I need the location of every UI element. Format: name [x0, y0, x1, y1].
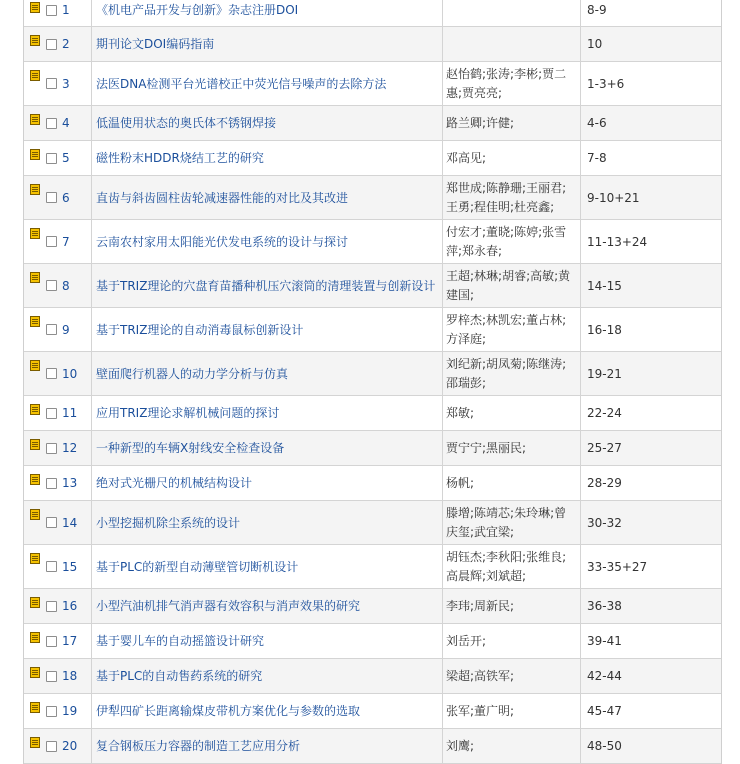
- article-title-link[interactable]: 小型汽油机排气消声器有效容积与消声效果的研究: [96, 599, 361, 613]
- pages-cell: 9-10+21: [587, 190, 640, 205]
- row-checkbox[interactable]: [46, 39, 57, 50]
- authors-cell: 罗梓杰;林凯宏;董占林;方泽庭;: [443, 308, 581, 351]
- table-row: [24, 62, 721, 106]
- table-row: [24, 176, 721, 220]
- row-number: 13: [62, 476, 78, 490]
- row-checkbox[interactable]: [46, 236, 57, 247]
- table-row: [24, 141, 721, 176]
- article-title-link[interactable]: 法医DNA检测平台光谱校正中荧光信号噪声的去除方法: [96, 76, 387, 91]
- row-checkbox[interactable]: [46, 78, 57, 89]
- article-title-link[interactable]: 《机电产品开发与创新》杂志注册DOI: [96, 3, 299, 17]
- pages-cell: 11-13+24: [587, 234, 648, 249]
- select-cell: [24, 545, 92, 588]
- pages-cell: 36-38: [587, 599, 622, 613]
- title-cell: [92, 729, 443, 763]
- table-row: [24, 659, 721, 694]
- pages-cell: 30-32: [587, 515, 622, 530]
- pages-cell: 7-8: [587, 151, 607, 165]
- row-number: 17: [62, 634, 78, 648]
- title-cell: [92, 396, 443, 430]
- document-icon[interactable]: [30, 553, 40, 564]
- article-table: [23, 0, 722, 764]
- select-cell: [24, 0, 92, 26]
- row-number: 4: [62, 116, 70, 130]
- row-checkbox[interactable]: [46, 192, 57, 203]
- table-row: [24, 466, 721, 501]
- table-row: [24, 431, 721, 466]
- row-checkbox[interactable]: [46, 671, 57, 682]
- article-title-link[interactable]: 低温使用状态的奥氏体不锈钢焊接: [96, 116, 277, 130]
- article-title-link[interactable]: 基于PLC的自动售药系统的研究: [96, 669, 263, 683]
- select-cell: [24, 694, 92, 728]
- row-checkbox[interactable]: [46, 280, 57, 291]
- authors-cell: [443, 27, 581, 61]
- row-checkbox[interactable]: [46, 741, 57, 752]
- table-row: [24, 308, 721, 352]
- document-icon[interactable]: [30, 272, 40, 283]
- table-row: [24, 220, 721, 264]
- row-checkbox[interactable]: [46, 368, 57, 379]
- table-row: [24, 589, 721, 624]
- article-title-link[interactable]: 直齿与斜齿圆柱齿轮减速器性能的对比及其改进: [96, 190, 349, 205]
- authors-cell: 刘鹰;: [443, 729, 581, 763]
- pages-cell: 28-29: [587, 476, 622, 490]
- row-number: 10: [62, 366, 78, 381]
- title-cell: [92, 264, 443, 307]
- document-icon[interactable]: [30, 404, 40, 415]
- article-title-link[interactable]: 伊犁四矿长距离输煤皮带机方案优化与参数的选取: [96, 704, 361, 718]
- select-cell: [24, 589, 92, 623]
- pages-cell: 33-35+27: [587, 559, 648, 574]
- row-number: 15: [62, 559, 78, 574]
- select-cell: [24, 308, 92, 351]
- authors-cell: 滕增;陈靖芯;朱玲琳;曾庆玺;武宜梁;: [443, 501, 581, 544]
- article-title-link[interactable]: 绝对式光栅尺的机械结构设计: [96, 476, 253, 490]
- article-title-link[interactable]: 磁性粉末HDDR烧结工艺的研究: [96, 151, 264, 165]
- document-icon[interactable]: [30, 737, 40, 748]
- row-checkbox[interactable]: [46, 601, 57, 612]
- table-row: [24, 694, 721, 729]
- authors-cell: 李玮;周新民;: [443, 589, 581, 623]
- authors-cell: [443, 0, 581, 26]
- table-row: [24, 624, 721, 659]
- table-row: [24, 27, 721, 62]
- document-icon[interactable]: [30, 360, 40, 371]
- row-checkbox[interactable]: [46, 561, 57, 572]
- select-cell: [24, 106, 92, 140]
- pages-cell: 19-21: [587, 366, 622, 381]
- title-cell: [92, 141, 443, 175]
- pages-cell: 48-50: [587, 739, 622, 753]
- document-icon[interactable]: [30, 35, 40, 46]
- document-icon[interactable]: [30, 2, 40, 13]
- authors-cell: 杨帆;: [443, 466, 581, 500]
- title-cell: [92, 466, 443, 500]
- table-row: [24, 501, 721, 545]
- title-cell: [92, 176, 443, 219]
- authors-cell: 刘纪新;胡凤菊;陈继涛;邵瑞彭;: [443, 352, 581, 395]
- authors-cell: 郑世成;陈静珊;王丽君;王勇;程佳明;杜亮鑫;: [443, 176, 581, 219]
- authors-cell: 郑敏;: [443, 396, 581, 430]
- article-title-link[interactable]: 基于TRIZ理论的自动消毒鼠标创新设计: [96, 322, 304, 337]
- row-checkbox[interactable]: [46, 706, 57, 717]
- document-icon[interactable]: [30, 509, 40, 520]
- authors-cell: 贾宁宁;黑丽民;: [443, 431, 581, 465]
- select-cell: [24, 62, 92, 105]
- title-cell: [92, 501, 443, 544]
- row-number: 2: [62, 37, 70, 51]
- document-icon[interactable]: [30, 70, 40, 81]
- select-cell: [24, 220, 92, 263]
- authors-cell: 梁超;高铁军;: [443, 659, 581, 693]
- authors-cell: 付宏才;董晓;陈婷;张雪萍;郑永春;: [443, 220, 581, 263]
- select-cell: [24, 352, 92, 395]
- row-number: 16: [62, 599, 78, 613]
- pages-cell: 39-41: [587, 634, 622, 648]
- pages-cell: 8-9: [587, 3, 607, 17]
- row-number: 14: [62, 515, 78, 530]
- select-cell: [24, 729, 92, 763]
- select-cell: [24, 624, 92, 658]
- article-title-link[interactable]: 基于TRIZ理论的穴盘育苗播种机压穴滚筒的清理装置与创新设计: [96, 278, 436, 293]
- select-cell: [24, 466, 92, 500]
- title-cell: [92, 27, 443, 61]
- article-title-link[interactable]: 复合钢板压力容器的制造工艺应用分析: [96, 739, 301, 753]
- pages-cell: 22-24: [587, 406, 622, 420]
- title-cell: [92, 308, 443, 351]
- row-number: 7: [62, 234, 70, 249]
- pages-cell: 16-18: [587, 322, 622, 337]
- document-icon[interactable]: [30, 184, 40, 195]
- document-icon[interactable]: [30, 632, 40, 643]
- select-cell: [24, 396, 92, 430]
- authors-cell: 王超;林琳;胡睿;高敏;黄建国;: [443, 264, 581, 307]
- select-cell: [24, 659, 92, 693]
- table-row: [24, 106, 721, 141]
- row-number: 19: [62, 704, 78, 718]
- title-cell: [92, 694, 443, 728]
- row-number: 5: [62, 151, 70, 165]
- title-cell: [92, 659, 443, 693]
- title-cell: [92, 431, 443, 465]
- pages-cell: 1-3+6: [587, 76, 625, 91]
- article-title-link[interactable]: 云南农村家用太阳能光伏发电系统的设计与探讨: [96, 234, 349, 249]
- table-row: [24, 545, 721, 589]
- pages-cell: 4-6: [587, 116, 607, 130]
- title-cell: [92, 545, 443, 588]
- title-cell: [92, 589, 443, 623]
- article-title-link[interactable]: 应用TRIZ理论求解机械问题的探讨: [96, 406, 280, 420]
- pages-cell: 42-44: [587, 669, 622, 683]
- row-number: 9: [62, 322, 70, 337]
- title-cell: [92, 624, 443, 658]
- row-number: 8: [62, 278, 70, 293]
- document-icon[interactable]: [30, 597, 40, 608]
- row-number: 3: [62, 76, 70, 91]
- document-icon[interactable]: [30, 667, 40, 678]
- row-number: 1: [62, 3, 70, 17]
- pages-cell: 25-27: [587, 441, 622, 455]
- article-title-link[interactable]: 基于婴儿车的自动摇篮设计研究: [96, 634, 265, 648]
- article-title-link[interactable]: 期刊论文DOI编码指南: [96, 37, 215, 51]
- article-title-link[interactable]: 一种新型的车辆X射线安全检查设备: [96, 441, 285, 455]
- authors-cell: 刘岳开;: [443, 624, 581, 658]
- title-cell: [92, 106, 443, 140]
- article-title-link[interactable]: 壁面爬行机器人的动力学分析与仿真: [96, 366, 289, 381]
- row-number: 12: [62, 441, 78, 455]
- document-icon[interactable]: [30, 474, 40, 485]
- row-number: 6: [62, 190, 70, 205]
- row-checkbox[interactable]: [46, 636, 57, 647]
- document-icon[interactable]: [30, 149, 40, 160]
- select-cell: [24, 264, 92, 307]
- table-row: [24, 0, 721, 27]
- authors-cell: 赵怡鹤;张涛;李彬;贾二惠;贾亮亮;: [443, 62, 581, 105]
- row-checkbox[interactable]: [46, 443, 57, 454]
- row-checkbox[interactable]: [46, 478, 57, 489]
- document-icon[interactable]: [30, 439, 40, 450]
- article-title-link[interactable]: 基于PLC的新型自动薄壁管切断机设计: [96, 559, 299, 574]
- table-row: [24, 264, 721, 308]
- document-icon[interactable]: [30, 228, 40, 239]
- row-checkbox[interactable]: [46, 5, 57, 16]
- authors-cell: 张军;董广明;: [443, 694, 581, 728]
- authors-cell: 路兰卿;许健;: [443, 106, 581, 140]
- select-cell: [24, 501, 92, 544]
- select-cell: [24, 27, 92, 61]
- title-cell: [92, 220, 443, 263]
- select-cell: [24, 141, 92, 175]
- pages-cell: 10: [587, 37, 603, 51]
- article-title-link[interactable]: 小型挖掘机除尘系统的设计: [96, 515, 241, 530]
- table-row: [24, 352, 721, 396]
- select-cell: [24, 176, 92, 219]
- row-number: 18: [62, 669, 78, 683]
- row-checkbox[interactable]: [46, 324, 57, 335]
- table-row: [24, 729, 721, 764]
- title-cell: [92, 352, 443, 395]
- row-checkbox[interactable]: [46, 118, 57, 129]
- document-icon[interactable]: [30, 114, 40, 125]
- authors-cell: 胡钰杰;李秋阳;张维良;高晨辉;刘斌超;: [443, 545, 581, 588]
- title-cell: [92, 0, 443, 26]
- row-number: 20: [62, 739, 78, 753]
- row-checkbox[interactable]: [46, 408, 57, 419]
- row-checkbox[interactable]: [46, 153, 57, 164]
- table-row: [24, 396, 721, 431]
- row-number: 11: [62, 406, 78, 420]
- pages-cell: 45-47: [587, 704, 622, 718]
- select-cell: [24, 431, 92, 465]
- pages-cell: 14-15: [587, 278, 622, 293]
- document-icon[interactable]: [30, 702, 40, 713]
- document-icon[interactable]: [30, 316, 40, 327]
- authors-cell: 邓高见;: [443, 141, 581, 175]
- title-cell: [92, 62, 443, 105]
- row-checkbox[interactable]: [46, 517, 57, 528]
